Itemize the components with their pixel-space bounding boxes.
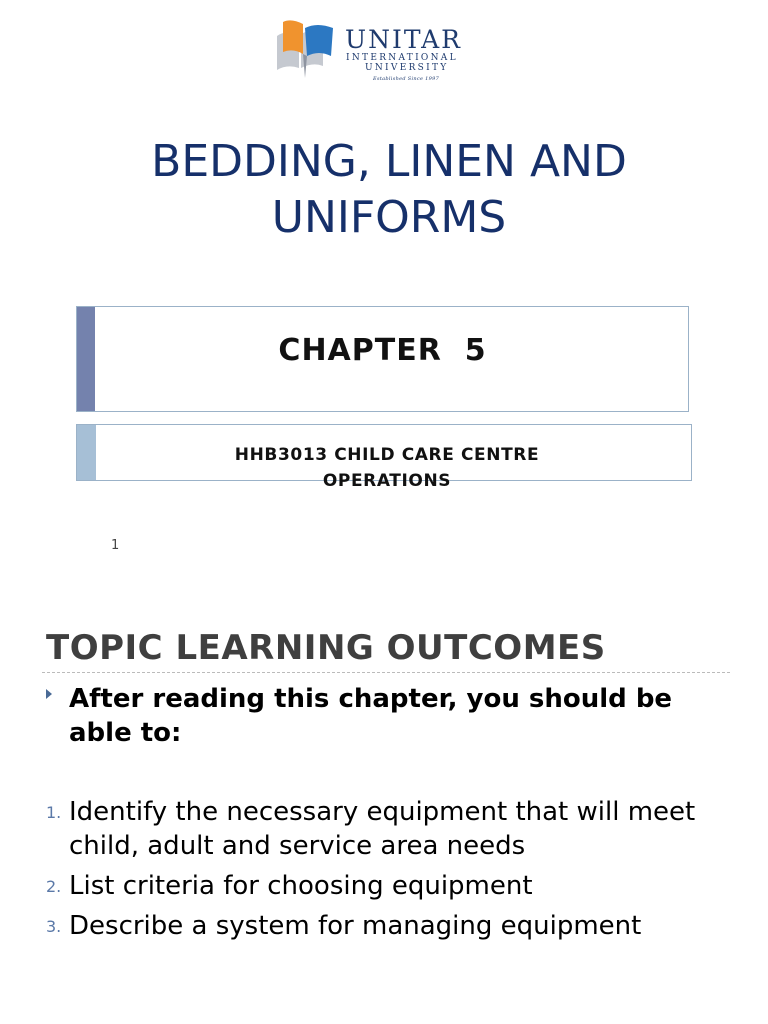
logo-tagline: Established Since 1997	[373, 76, 440, 82]
chapter-label: CHAPTER 5	[278, 333, 487, 368]
list-item	[46, 909, 736, 943]
outcomes-list	[46, 795, 736, 949]
list-number: 1.	[46, 803, 62, 822]
triangle-bullet-icon	[46, 689, 52, 699]
logo-subtitle-1: INTERNATIONAL	[346, 53, 458, 63]
logo-name: UNITAR	[345, 25, 463, 54]
course-label: HHB3013 CHILD CARE CENTRE OPERATIONS	[234, 445, 540, 491]
outcomes-slide	[0, 590, 768, 1024]
book-emblem-icon	[273, 16, 345, 88]
chapter-box	[76, 306, 689, 412]
unitar-logo	[273, 16, 483, 88]
page-number: 1	[111, 538, 120, 553]
list-item	[46, 795, 736, 863]
list-text: List criteria for choosing equipment	[69, 871, 533, 901]
list-text: Identify the necessary equipment that will meet child, adult and service area needs	[69, 797, 696, 861]
list-item	[46, 869, 736, 903]
intro-text: After reading this chapter, you should be able to:	[69, 684, 673, 748]
list-number: 2.	[46, 877, 62, 896]
list-number: 3.	[46, 917, 62, 936]
heading-divider	[42, 672, 730, 673]
list-text: Describe a system for managing equipment	[69, 911, 642, 941]
outcomes-heading: TOPIC LEARNING OUTCOMES	[46, 628, 606, 668]
slide-title: BEDDING, LINEN AND UNIFORMS	[151, 136, 627, 243]
logo-subtitle-2: UNIVERSITY	[365, 63, 449, 73]
course-accent-bar	[77, 425, 96, 480]
course-box	[76, 424, 692, 491]
